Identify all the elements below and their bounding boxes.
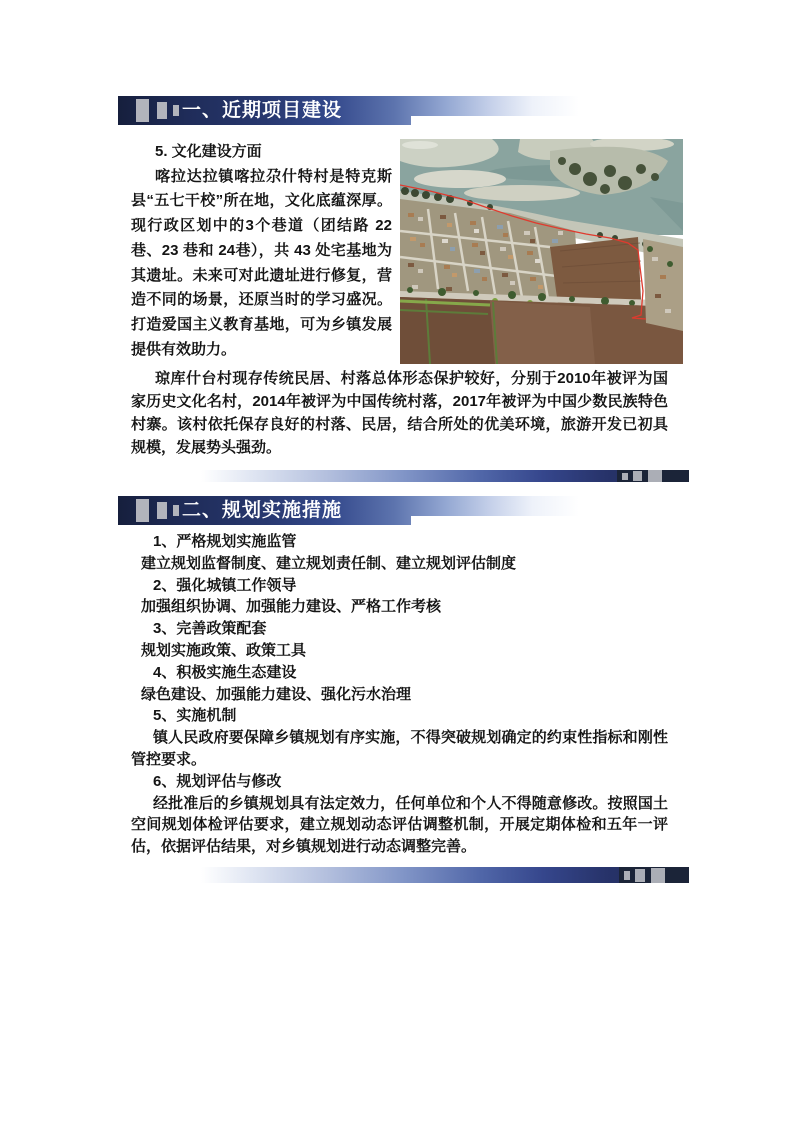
banner-square-icon <box>136 99 149 122</box>
section-divider <box>170 867 689 883</box>
divider-endblock <box>619 867 689 883</box>
satellite-image <box>400 139 683 364</box>
section2-title: 二、规划实施措施 <box>182 500 343 521</box>
banner-step <box>411 516 579 525</box>
section2-banner <box>118 496 579 525</box>
divider-square-icon <box>648 470 662 482</box>
section1-title: 一、近期项目建设 <box>182 100 343 121</box>
list-paragraph: 经批准后的乡镇规划具有法定效力，任何单位和个人不得随意修改。按照国土空间规划体检评估要求，建立规划动态评估调整机制，开展定期体检和五年一评估，依据评估结果，对乡镇规划进行动态调整完善。 <box>131 794 668 856</box>
divider-square-icon <box>635 869 645 882</box>
divider-square-icon <box>622 473 628 480</box>
divider-square-icon <box>651 868 665 883</box>
banner-square-icon <box>173 505 179 516</box>
banner-square-icon <box>136 499 149 522</box>
banner-square-icon <box>157 102 167 119</box>
banner-step <box>411 116 579 125</box>
list-item: 5、实施机制 <box>153 707 237 725</box>
banner-square-icon <box>157 502 167 519</box>
divider-square-icon <box>633 471 642 481</box>
section-divider <box>170 470 689 482</box>
divider-square-icon <box>624 871 630 880</box>
list-paragraph: 镇人民政府要保障乡镇规划有序实施，不得突破规划确定的约束性指标和刚性管控要求。 <box>131 729 668 768</box>
list-item: 1、严格规划实施监管 <box>153 533 297 550</box>
section1-banner <box>118 96 579 125</box>
list-detail: 规划实施政策、政策工具 <box>141 641 307 659</box>
section1-paragraph2: 琼库什台村现存传统民居、村落总体形态保护较好，分别于2010年被评为国家历史文化名村，2014年被评为中国传统村落，2017年被评为中国少数民族特色村寨。该村依托保存良好的村落、民居，结合所处的优美环境，旅游开发已初具规模，发展势头强劲。 <box>131 370 668 456</box>
section1-paragraph1: 喀拉达拉镇喀拉尕什特村是特克斯县“五七干校”所在地，文化底蕴深厚。现行政区划中的3个巷道（团结路 22 巷、23 巷和 24巷），共 43 处宅基地为其遗址。未来可对此遗址进行修复，营造不同的场景，还原当时的学习盛况。打造爱国主义教育基地，可为乡镇发展提供有效助力。 <box>131 167 392 358</box>
list-item: 4、积极实施生态建设 <box>153 663 297 681</box>
section2-list <box>131 531 668 858</box>
banner-square-icon <box>173 105 179 116</box>
list-detail: 建立规划监督制度、建立规划责任制、建立规划评估制度 <box>141 554 517 572</box>
list-item: 6、规划评估与修改 <box>153 772 282 790</box>
section1-subheading: 5. 文化建设方面 <box>155 143 262 160</box>
section1-column-text <box>131 140 392 362</box>
list-item: 2、强化城镇工作领导 <box>153 576 297 594</box>
list-detail: 加强组织协调、加强能力建设、严格工作考核 <box>141 598 442 616</box>
divider-endblock <box>617 470 689 482</box>
list-item: 3、完善政策配套 <box>153 620 267 638</box>
list-detail: 绿色建设、加强能力建设、强化污水治理 <box>141 685 412 703</box>
